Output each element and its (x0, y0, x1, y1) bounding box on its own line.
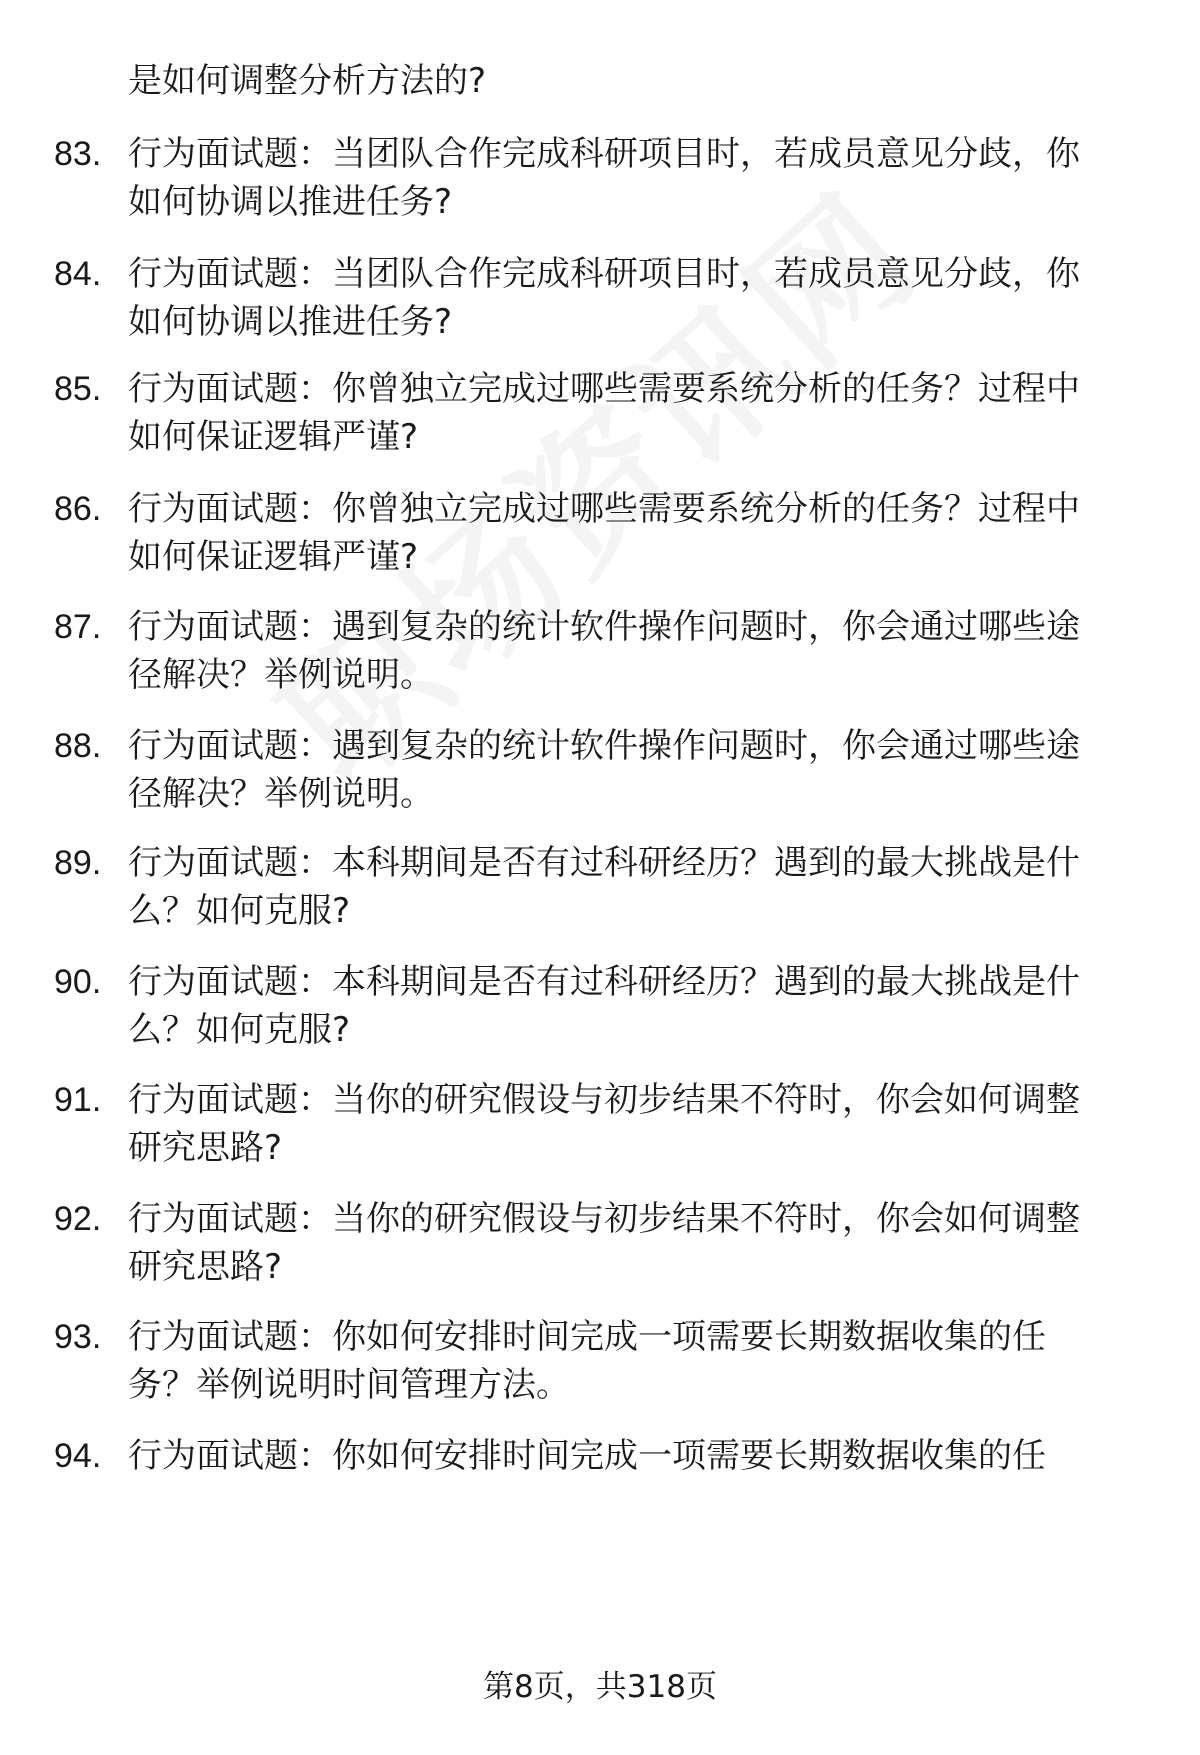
question-line: 行为面试题：本科期间是否有过科研经历？遇到的最大挑战是什 (128, 962, 1080, 1002)
question-text (128, 1313, 1138, 1409)
question-number: 94. (54, 1437, 102, 1475)
question-text (128, 1076, 1138, 1172)
question-line: 行为面试题：当团队合作完成科研项目时，若成员意见分歧，你 (128, 134, 1080, 174)
question-text (128, 603, 1138, 699)
question-line: 么？如何克服? (128, 891, 351, 931)
question-line: 行为面试题：你如何安排时间完成一项需要长期数据收集的任 (128, 1436, 1046, 1476)
continued-question-line: 是如何调整分析方法的? (128, 61, 487, 101)
question-text (128, 130, 1138, 226)
question-number: 87. (54, 608, 102, 646)
question-text (128, 485, 1138, 581)
question-line: 如何协调以推进任务? (128, 302, 453, 342)
question-line: 么？如何克服? (128, 1010, 351, 1050)
question-number: 93. (54, 1318, 102, 1356)
question-number: 86. (54, 490, 102, 528)
question-number: 90. (54, 963, 102, 1001)
question-number: 88. (54, 727, 102, 765)
question-line: 如何保证逻辑严谨? (128, 537, 419, 577)
question-text (128, 365, 1138, 461)
question-text (128, 839, 1138, 935)
question-number: 84. (54, 255, 102, 293)
question-number: 92. (54, 1200, 102, 1238)
question-line: 行为面试题：你曾独立完成过哪些需要系统分析的任务？过程中 (128, 369, 1080, 409)
question-line: 研究思路? (128, 1128, 283, 1168)
question-line: 务？举例说明时间管理方法。 (128, 1365, 570, 1405)
question-text (128, 722, 1138, 818)
question-line: 行为面试题：遇到复杂的统计软件操作问题时，你会通过哪些途 (128, 726, 1080, 766)
question-line: 如何协调以推进任务? (128, 182, 453, 222)
question-line: 行为面试题：遇到复杂的统计软件操作问题时，你会通过哪些途 (128, 607, 1080, 647)
question-line: 行为面试题：你如何安排时间完成一项需要长期数据收集的任 (128, 1317, 1046, 1357)
question-line: 行为面试题：当你的研究假设与初步结果不符时，你会如何调整 (128, 1080, 1080, 1120)
page-footer: 第8页，共318页 (483, 1669, 717, 1705)
question-number: 91. (54, 1081, 102, 1119)
question-line: 径解决？举例说明。 (128, 774, 434, 814)
question-line: 行为面试题：本科期间是否有过科研经历？遇到的最大挑战是什 (128, 843, 1080, 883)
question-number: 85. (54, 370, 102, 408)
question-number: 83. (54, 135, 102, 173)
question-text (128, 1195, 1138, 1291)
question-text (128, 1432, 1138, 1480)
question-line: 行为面试题：你曾独立完成过哪些需要系统分析的任务？过程中 (128, 489, 1080, 529)
question-line: 径解决？举例说明。 (128, 655, 434, 695)
question-number: 89. (54, 844, 102, 882)
question-text (128, 958, 1138, 1054)
watermark (230, 138, 954, 820)
question-line: 行为面试题：当你的研究假设与初步结果不符时，你会如何调整 (128, 1199, 1080, 1239)
question-text (128, 250, 1138, 346)
question-line: 如何保证逻辑严谨? (128, 417, 419, 457)
question-line: 研究思路? (128, 1247, 283, 1287)
question-line: 行为面试题：当团队合作完成科研项目时，若成员意见分歧，你 (128, 254, 1080, 294)
